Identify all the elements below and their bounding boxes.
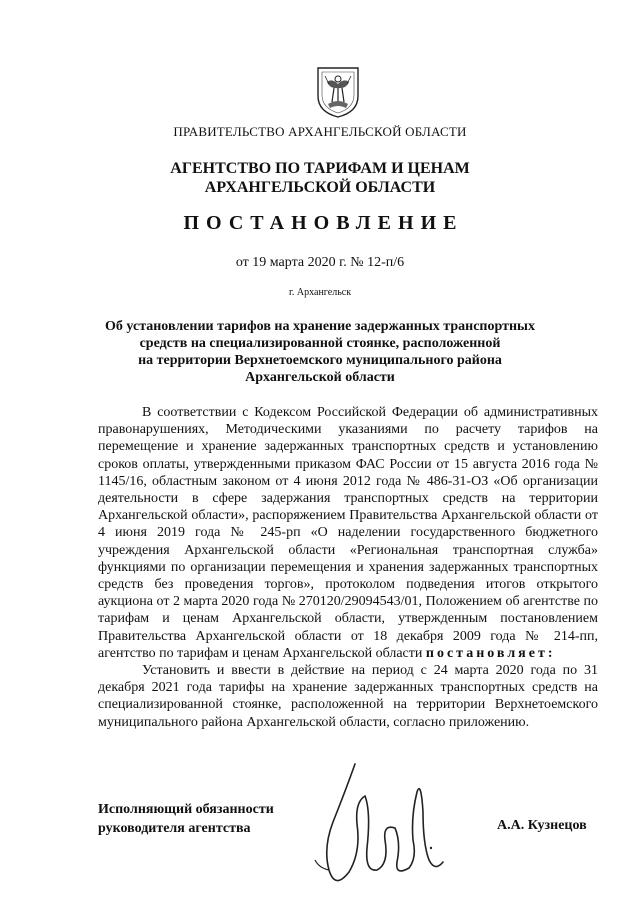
subject-line: на территории Верхнетоемского муниципального района: [138, 353, 502, 368]
agency-name-line: АРХАНГЕЛЬСКОЙ ОБЛАСТИ: [204, 179, 436, 196]
agency-name: [0, 159, 640, 197]
signatory-position-line: руководителя агентства: [98, 821, 251, 836]
signatory-position-line: Исполняющий обязанности: [98, 802, 274, 817]
coat-of-arms-icon: [316, 62, 360, 118]
document-date-number: от 19 марта 2020 г. № 12-п/6: [235, 255, 405, 270]
resolves-word: постановляет:: [425, 645, 556, 661]
body-paragraph: Установить и ввести в действие на период с 24 марта 2020 года по 31 декабря 2021 года тарифы на хранение задержанных транспортных средств на специализированной стоянке, расположенной на территории Верхнетоемского муниципального района Архангельской области, согласно приложению.: [98, 663, 598, 730]
agency-name-line: АГЕНТСТВО ПО ТАРИФАМ И ЦЕНАМ: [170, 160, 470, 177]
document-city: г. Архангельск: [288, 287, 352, 298]
subject-line: Архангельской области: [245, 370, 395, 385]
government-name: ПРАВИТЕЛЬСТВО АРХАНГЕЛЬСКОЙ ОБЛАСТИ: [173, 124, 467, 139]
body-paragraph: [98, 404, 598, 662]
body-paragraph-text: В соответствии с Кодексом Российской Федерации об административных правонарушениях, Методическими указаниями по расчету тарифов на перемещение и хранение задержанных транспортных средств и установлению сроков оплаты, утвержденными приказом ФАС России от 15 августа 2016 года № 1145/16, областным законом от 4 июня 2012 года № 486-31-ОЗ «Об организации деятельности в сфере задержания транспортных средств на территории Архангельской области», распоряжением Правительства Архангельской области от 4 июня 2019 года № 245-рп «О наделении государственного бюджетного учреждения Архангельской области «Региональная транспортная служба» функциями по организации перемещения и хранения задержанных транспортных средств без проведения торгов», протоколом подведения итогов открытого аукциона от 2 марта 2020 года № 270120/29094543/01, Положением об агентстве по тарифам и ценам Архангельской области, утвержденным постановлением Правительства Архангельской области от 18 декабря 2009 года № 214-пп, агентство по тарифам и ценам Архангельской области: [98, 405, 598, 661]
subject-line: средств на специализированной стоянке, расположенной: [139, 336, 501, 351]
handwritten-signature-icon: [305, 752, 465, 902]
document-body: [98, 404, 598, 731]
document-subject: [0, 318, 640, 386]
subject-line: Об установлении тарифов на хранение задержанных транспортных: [105, 319, 535, 334]
signatory-name: А.А. Кузнецов: [497, 818, 587, 833]
document-type: ПОСТАНОВЛЕНИЕ: [183, 212, 464, 234]
signatory-position: [98, 800, 274, 838]
